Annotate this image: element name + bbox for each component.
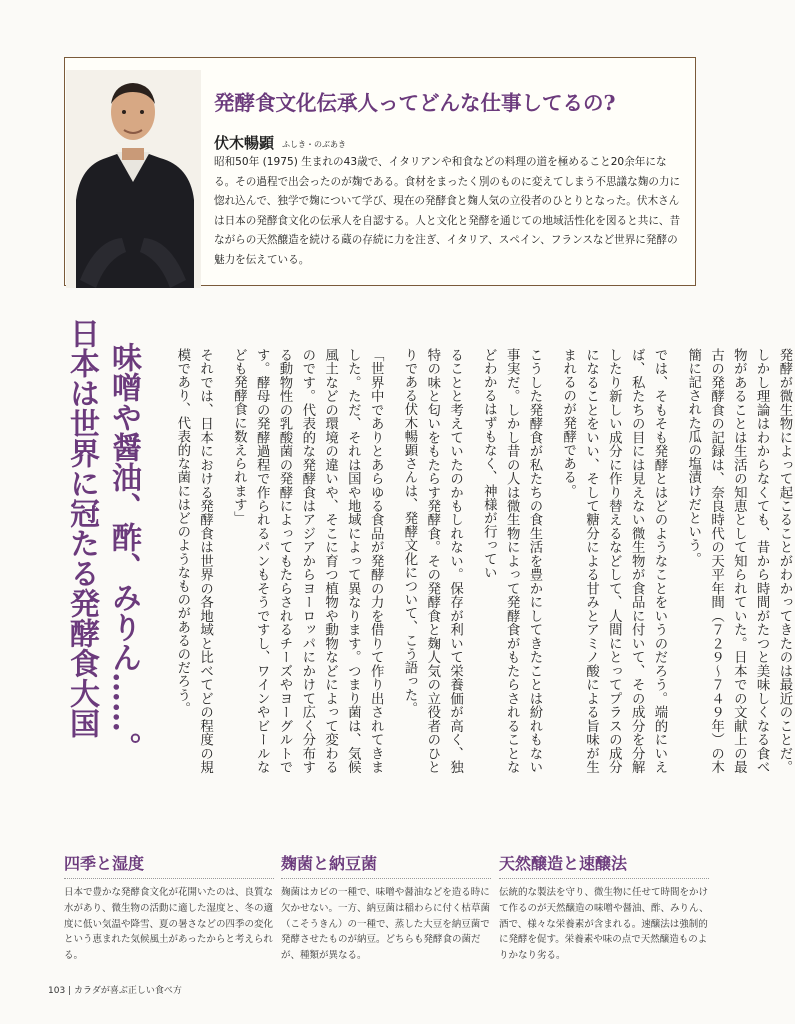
sidebar-section-seasons bbox=[64, 851, 274, 964]
book-title: カラダが喜ぶ正しい食べ方 bbox=[73, 986, 182, 996]
chef-portrait-image bbox=[66, 70, 201, 288]
article-column: こうした発酵食が私たちの食生活を豊かにしてきたことは紛れもない事実だ。しかし昔の人は微生物によって発酵食がもたらされることなどわかるはずもなく、神様が行ってい bbox=[481, 348, 542, 774]
section-title: 四季と湿度 bbox=[64, 851, 274, 879]
headline-line-1: 味噌や醤油、酢、みりん……。 bbox=[106, 342, 141, 762]
section-body: 日本で豊かな発酵食文化が花開いたのは、良質な水があり、微生物の活動に適した湿度と、冬の適度に低い気温や降雪、夏の暑さなどの四季の変化という恵まれた気候風土があったからと考えられる。 bbox=[64, 887, 274, 962]
profile-title: 発酵食文化伝承人ってどんな仕事してるの? bbox=[214, 91, 616, 115]
profile-bio: 昭和50年 (1975) 生まれの43歳で、イタリアンや和食などの料理の道を極めること20余年になる。その過程で出会ったのが麹である。食材をまったく別のものに変えてしまう不思議な麹の力に惚れ込んで、独学で麹について学び、現在の発酵食と麹人気の立役者のひとりとなった。伏木さんは日本の発酵食文化の伝承人を自認する。人と文化と発酵を通じての地域活性化を図ると共に、昔ながらの天然醸造を続ける蔵の存続に力を注ぎ、イタリア、スペイン、フランスなど世界に発酵の魅力を伝えている。 bbox=[214, 156, 681, 266]
article-headline bbox=[60, 318, 144, 778]
article-column: ることと考えていたのかもしれない。保存が利いて栄養価が高く、独特の味と匂いをもたらす発酵食。その発酵食と麹人気の立役者のひとりである伏木暢顕さんは、発酵文化について、こう語った。 bbox=[401, 348, 463, 774]
page-number: 103 bbox=[48, 986, 66, 996]
footer-separator: | bbox=[68, 986, 72, 996]
headline-line-2: 日本は世界に冠たる発酵食大国 bbox=[64, 318, 99, 738]
article-column: では、そもそも発酵とはどのようなことをいうのだろう。端的にいえば、私たちの目には見えない微生物が食品に付いて、その成分を分解したり新しい成分に作り替えるなどして、人間にとってプラスの成分になることをいい、そして糖分による甘みとアミノ酸による旨味が生まれるのが発酵である。 bbox=[560, 348, 667, 774]
section-body: 麹菌はカビの一種で、味噌や醤油などを造る時に欠かせない。一方、納豆菌は稲わらに付く枯草菌（こそうきん）の一種で、蒸した大豆を納豆菌で発酵させたものが納豆。どちらも発酵食の菌だが、種類が異なる。 bbox=[281, 887, 491, 962]
article-column: 「世界中でありとあらゆる食品が発酵の力を借りて作り出されてきました。ただ、それは国や地域によって異なります。つまり菌は、気候風土などの環境の違いや、そこに育つ植物や動物などによって変わるのです。代表的な発酵食はアジアからヨーロッパにかけて広く分布する動物性の乳酸菌の発酵によってもたらされるチーズやヨーグルトです。酵母の発酵過程で作られるパンもそうですし、ワインやビールなども発酵食に数えられます」 bbox=[231, 348, 384, 774]
section-title: 天然醸造と速醸法 bbox=[499, 851, 709, 879]
page-footer bbox=[48, 983, 182, 996]
person-name: 伏木暢顕 bbox=[214, 134, 275, 152]
article-column: それでは、日本における発酵食は世界の各地域と比べてどの程度の規模であり、代表的な菌にはどのようなものがあるのだろう。 bbox=[174, 348, 213, 774]
section-title: 麹菌と納豆菌 bbox=[281, 851, 491, 879]
name-reading: ふしき・のぶあき bbox=[282, 139, 347, 149]
sidebar-section-brewing bbox=[499, 851, 709, 964]
article-column: 発酵が微生物によって起こることがわかってきたのは最近のことだ。しかし理論はわからなくても、昔から時間がたつと美味しくなる食べ物があることは生活の知恵として知られていた。日本での文献上の最古の発酵食の記録は、奈良時代の天平年間（７２９〜７４９年）の木簡に記された瓜の塩漬けだという。 bbox=[685, 348, 792, 774]
sidebar-section-koji bbox=[281, 851, 491, 964]
article-columns bbox=[170, 348, 795, 774]
section-body: 伝統的な製法を守り、微生物に任せて時間をかけて作るのが天然醸造の味噌や醤油、酢、みりん、酒で、様々な栄養素が含まれる。速醸法は強制的に発酵を促す。栄養素や味の点で天然醸造ものよりかなり劣る。 bbox=[499, 887, 709, 962]
profile-name bbox=[214, 132, 346, 153]
